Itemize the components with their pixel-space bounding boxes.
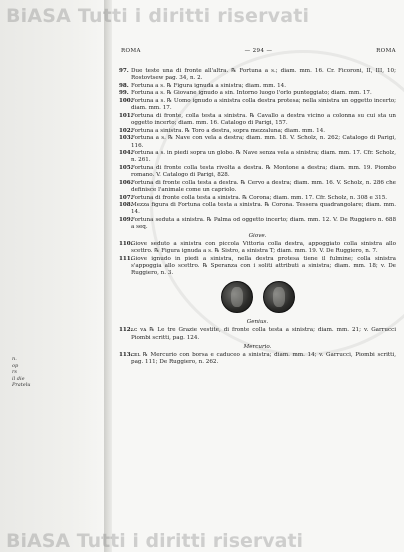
entry-number: 113.: [119, 351, 133, 358]
entry-text: Giove ignudo in piedi a sinistra, nella destra protesa tiene il fulmine; colla sinistra s'appoggia allo scettro. ℞ Speranza con i soliti attributi a sinistra; diam. mm. 18; v. De Ruggiero, n. 3.: [131, 256, 396, 277]
catalogue-entry: [119, 217, 396, 231]
entry-number: 109.: [119, 217, 133, 223]
catalogue-entry: [119, 241, 396, 255]
entry-number: 104.: [119, 150, 133, 157]
entry-number: 103.: [119, 135, 133, 142]
catalogue-entry: [119, 150, 396, 164]
entry-text: Due teste una di fronte all'altra. ℞ Fortuna a s.; diam. mm. 16. Cr. Ficoroni, II, III, 10; Rostovtsew pag. 34, n. 2.: [131, 68, 396, 82]
catalogue-entry: [119, 68, 396, 82]
entry-number: 98.: [119, 82, 129, 89]
catalogue-entry: [119, 83, 396, 90]
catalogue-entry: [119, 327, 396, 341]
entry-number: 107.: [119, 194, 133, 201]
entry-number: 101.: [119, 112, 133, 119]
entry-number: 102.: [119, 127, 133, 134]
book-gutter: [104, 0, 112, 552]
coin-obverse-image: [221, 281, 253, 313]
catalogue-entry: [119, 180, 396, 194]
margin-note: op: [12, 362, 19, 369]
catalogue-entry: [119, 135, 396, 149]
margin-note: Pratelu: [12, 382, 31, 388]
catalogue-entry: [119, 98, 396, 112]
catalogue-entry: [119, 128, 396, 135]
section-heading: Genius.: [246, 319, 269, 326]
margin-note: rs: [12, 369, 17, 375]
margin-note: il die: [12, 375, 25, 382]
entry-number: 108.: [119, 202, 133, 209]
left-page-strip: [0, 0, 110, 552]
entry-text: Fortuna di fronte colla testa a destra. ℞ Cervo a destra; diam. mm. 16. V. Scholz, n. 286 che definisce l'animale come un capriolo.: [131, 179, 396, 193]
entry-text: ʟᴄ ᴠᴀ ℞ Le tre Grazie vestite, di fronte colla testa a sinistra; diam. mm. 21; v. Garrucci Piombi scritti, pag. 124.: [131, 327, 396, 341]
entry-text: Fortuna a s. ℞ Figura ignuda a sinistra; diam. mm. 14.: [131, 82, 287, 89]
watermark-top: BiASA Tutti i diritti riservati: [6, 5, 310, 27]
entry-text: Fortuna a s. ℞ Uomo ignudo a sinistra colla destra protesa; nella sinistra un oggetto incerto; diam. mm. 17.: [131, 98, 396, 112]
running-head: [121, 48, 396, 58]
entry-text: Fortuna a sinistra. ℞ Toro a destra, sopra mezzaluna; diam. mm. 14.: [131, 127, 326, 134]
section-heading: Mercurio.: [243, 343, 272, 350]
entry-text: Fortuna a s. ℞ Giovane ignudo a sin. Intorno luogo l'orlo punteggiato; diam. mm. 17.: [131, 90, 372, 97]
entry-number: 105.: [119, 164, 133, 171]
document-page: [113, 38, 400, 538]
entry-number: 99.: [119, 90, 129, 97]
catalogue-entry: [119, 195, 396, 202]
entry-text: Giove seduto a sinistra con piccola Vittoria colla destra, appoggiato colla sinistra allo scettro. ℞ Figura ignuda a s. ℞ Sistro, a sinistra T; diam. mm. 19. V. De Ruggiero, n. 7.: [131, 241, 396, 255]
entry-number: 100.: [119, 98, 133, 105]
entry-text: Fortuna di fronte colla testa a sinistra. ℞ Corona; diam. mm. 17. Cfr. Scholz, n. 308 e 315.: [131, 194, 388, 201]
catalogue-entry: [119, 165, 396, 179]
entry-number: 110.: [119, 241, 133, 248]
catalogue-entry: [119, 90, 396, 97]
page-number: — 294 —: [244, 48, 273, 54]
catalogue-entry: [119, 256, 396, 277]
coin-reverse-image: [263, 281, 295, 313]
margin-notes: [12, 356, 31, 389]
catalogue-entry: [119, 202, 396, 216]
entry-text: Fortuna a s. in piedi sopra un globo. ℞ Nave senza vela a sinistra; diam. mm. 17. Cfr. Scholz, n. 261.: [131, 150, 396, 164]
section-heading: Giove.: [248, 233, 267, 240]
entry-number: 106.: [119, 179, 133, 186]
entry-text: Fortuna di fronte colla testa rivolta a destra. ℞ Montone a destra; diam. mm. 19. Piombo romano. V. Catalogo di Parigi, 828.: [131, 164, 396, 179]
entry-number: 112.: [119, 327, 133, 334]
margin-note: n.: [12, 356, 17, 362]
running-head-right: ROMA: [376, 48, 396, 54]
entry-text: Fortuna di fronte, colla testa a sinistra. ℞ Cavallo a destra vicino a colonna su cui sta un oggetto incerto; diam. mm. 16. Catalogo di Parigi, 157.: [131, 112, 396, 127]
catalogue-entry: [119, 352, 396, 366]
running-head-left: ROMA: [121, 48, 141, 54]
entry-text: ᴄᴇʟ ℞ Mercurio con borsa e caduceo a sinistra; diam. mm. 14; v. Garrucci, Piombi scritti, pag. 111; De Ruggiero, n. 262.: [131, 351, 396, 365]
entry-number: 97.: [119, 68, 129, 74]
watermark-bottom: BiASA Tutti i diritti riservati: [6, 530, 304, 552]
catalogue-entries: [119, 68, 396, 367]
entry-text: Fortuna a s. ℞ Nave con vela a destra; diam. mm. 18. V. Scholz, n. 262; Catalogo di Parigi, 116.: [131, 135, 396, 149]
catalogue-entry: [119, 113, 396, 127]
entry-text: Mezza figura di Fortuna colla testa a sinistra. ℞ Corona. Tessera quadrangolare; diam. mm. 14.: [131, 202, 396, 216]
entry-number: 111.: [119, 256, 133, 263]
entry-text: Fortuna seduta a sinistra. ℞ Palma od oggetto incerto; diam. mm. 12. V. De Ruggiero n. 688 a seq.: [131, 217, 396, 231]
coin-illustration: [119, 281, 396, 313]
